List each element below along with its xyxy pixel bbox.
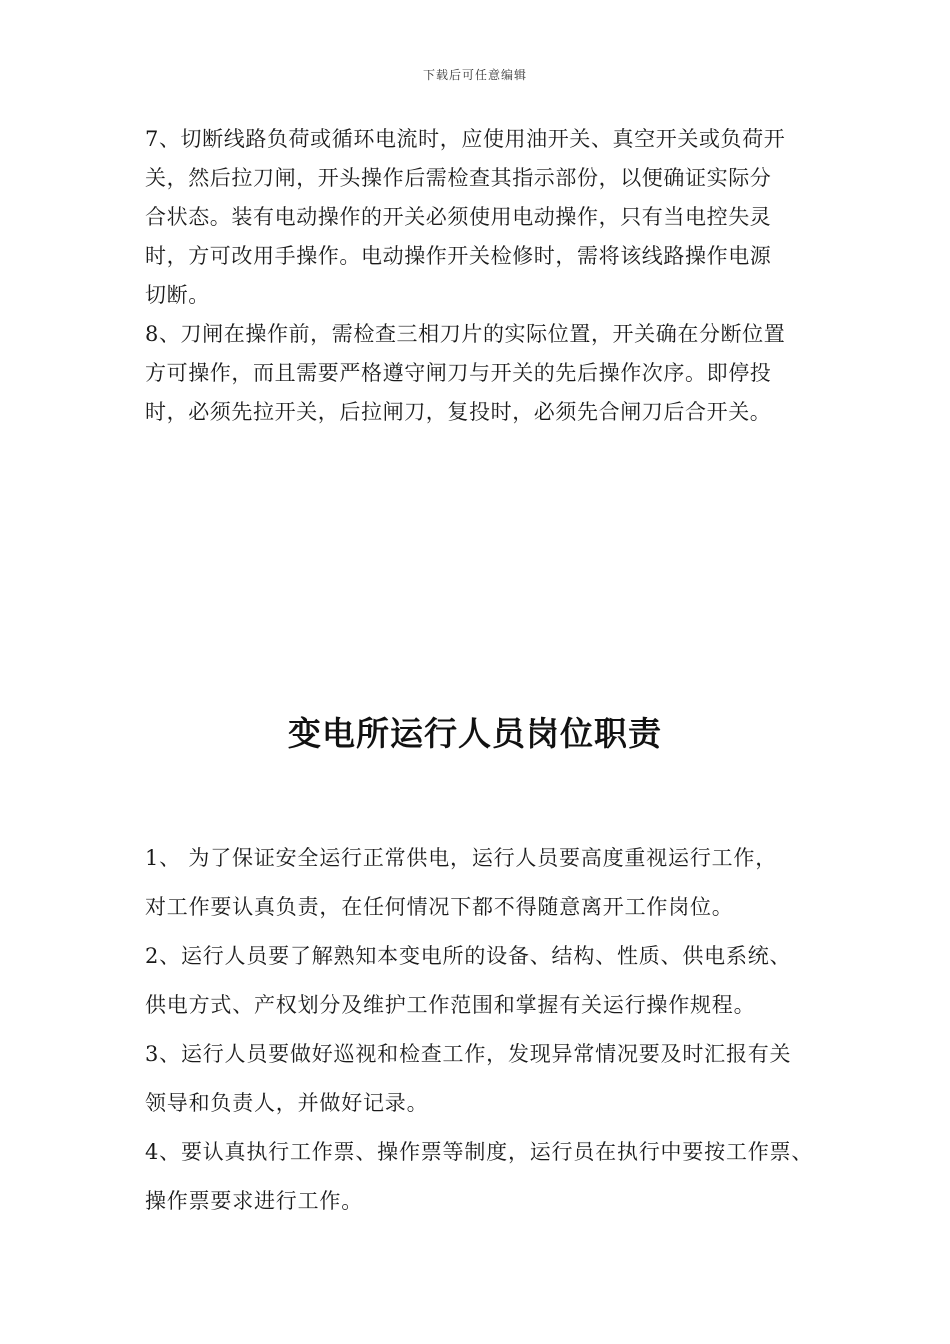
text-line: 操作票要求进行工作。 <box>145 1189 363 1213</box>
duties-text-block <box>145 834 835 1226</box>
text-line: 切断。 <box>145 283 210 307</box>
text-line: 时，方可改用手操作。电动操作开关检修时，需将该线路操作电源 <box>145 244 772 268</box>
document-title: 变电所运行人员岗位职责 <box>288 714 662 753</box>
text-line: 3、运行人员要做好巡视和检查工作，发现异常情况要及时汇报有关 <box>145 1042 792 1066</box>
text-line: 合状态。装有电动操作的开关必须使用电动操作，只有当电控失灵 <box>145 205 772 229</box>
text-line: 对工作要认真负责，在任何情况下都不得随意离开工作岗位。 <box>145 895 734 919</box>
text-line: 1、 为了保证安全运行正常供电，运行人员要高度重视运行工作， <box>145 846 778 870</box>
text-line: 时，必须先拉开关，后拉闸刀，复投时，必须先合闸刀后合开关。 <box>145 400 772 424</box>
text-line: 8、刀闸在操作前，需检查三相刀片的实际位置，开关确在分断位置 <box>145 322 786 346</box>
text-line: 2、运行人员要了解熟知本变电所的设备、结构、性质、供电系统、 <box>145 944 792 968</box>
page-header-note: 下载后可任意编辑 <box>422 68 527 82</box>
text-line: 方可操作，而且需要严格遵守闸刀与开关的先后操作次序。即停投 <box>145 361 772 385</box>
text-line: 7、切断线路负荷或循环电流时，应使用油开关、真空开关或负荷开 <box>145 127 786 151</box>
text-line: 供电方式、产权划分及维护工作范围和掌握有关运行操作规程。 <box>145 993 756 1017</box>
text-line: 4、要认真执行工作票、操作票等制度，运行员在执行中要按工作票、 <box>145 1140 814 1164</box>
text-line: 关，然后拉刀闸，开头操作后需检查其指示部份，以便确证实际分 <box>145 166 772 190</box>
text-line: 领导和负责人，并做好记录。 <box>145 1091 429 1115</box>
procedure-text-block <box>145 120 815 432</box>
